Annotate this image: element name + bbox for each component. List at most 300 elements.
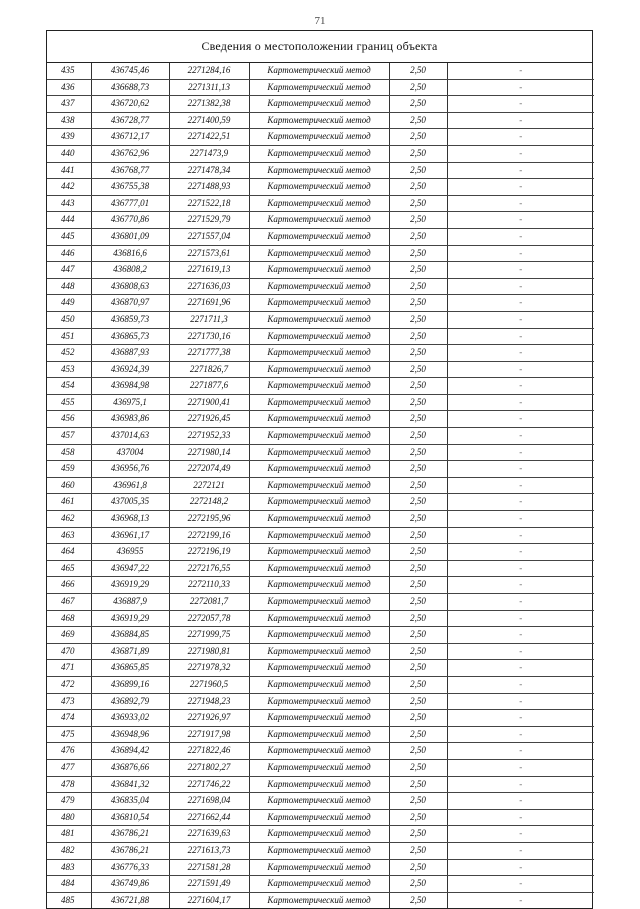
point-number-cell: 449 (47, 295, 91, 312)
table-row (47, 394, 594, 411)
method-cell: Картометрический метод (249, 876, 389, 893)
y-coordinate-cell: 2271980,14 (169, 444, 249, 461)
method-cell: Картометрический метод (249, 461, 389, 478)
note-cell: - (447, 328, 594, 345)
point-number-cell: 480 (47, 809, 91, 826)
method-cell: Картометрический метод (249, 560, 389, 577)
point-number-cell: 443 (47, 195, 91, 212)
y-coordinate-cell: 2271581,28 (169, 859, 249, 876)
point-number-cell: 474 (47, 710, 91, 727)
x-coordinate-cell: 436755,38 (91, 179, 169, 196)
y-coordinate-cell: 2271826,7 (169, 361, 249, 378)
method-cell: Картометрический метод (249, 726, 389, 743)
table-row (47, 693, 594, 710)
note-cell: - (447, 544, 594, 561)
point-number-cell: 454 (47, 378, 91, 395)
note-cell: - (447, 311, 594, 328)
method-cell: Картометрический метод (249, 627, 389, 644)
table-row (47, 527, 594, 544)
y-coordinate-cell: 2271777,38 (169, 345, 249, 362)
y-coordinate-cell: 2271926,97 (169, 710, 249, 727)
x-coordinate-cell: 436859,73 (91, 311, 169, 328)
table-row (47, 876, 594, 893)
x-coordinate-cell: 436841,32 (91, 776, 169, 793)
method-cell: Картометрический метод (249, 610, 389, 627)
y-coordinate-cell: 2272148,2 (169, 494, 249, 511)
table-row (47, 577, 594, 594)
note-cell: - (447, 809, 594, 826)
method-cell: Картометрический метод (249, 328, 389, 345)
y-coordinate-cell: 2271488,93 (169, 179, 249, 196)
x-coordinate-cell: 436948,96 (91, 726, 169, 743)
x-coordinate-cell: 436808,2 (91, 262, 169, 279)
note-cell: - (447, 826, 594, 843)
accuracy-cell: 2,50 (389, 892, 447, 908)
table-row (47, 660, 594, 677)
method-cell: Картометрический метод (249, 842, 389, 859)
accuracy-cell: 2,50 (389, 378, 447, 395)
y-coordinate-cell: 2272195,96 (169, 511, 249, 528)
method-cell: Картометрический метод (249, 793, 389, 810)
table-row (47, 129, 594, 146)
x-coordinate-cell: 436808,63 (91, 278, 169, 295)
point-number-cell: 482 (47, 842, 91, 859)
method-cell: Картометрический метод (249, 262, 389, 279)
point-number-cell: 451 (47, 328, 91, 345)
method-cell: Картометрический метод (249, 195, 389, 212)
method-cell: Картометрический метод (249, 776, 389, 793)
x-coordinate-cell: 437004 (91, 444, 169, 461)
table-row (47, 826, 594, 843)
x-coordinate-cell: 437014,63 (91, 428, 169, 445)
method-cell: Картометрический метод (249, 527, 389, 544)
point-number-cell: 459 (47, 461, 91, 478)
accuracy-cell: 2,50 (389, 560, 447, 577)
table-row (47, 378, 594, 395)
y-coordinate-cell: 2271311,13 (169, 79, 249, 96)
x-coordinate-cell: 436810,54 (91, 809, 169, 826)
point-number-cell: 441 (47, 162, 91, 179)
point-number-cell: 436 (47, 79, 91, 96)
note-cell: - (447, 759, 594, 776)
x-coordinate-cell: 436720,62 (91, 96, 169, 113)
x-coordinate-cell: 436919,29 (91, 577, 169, 594)
method-cell: Картометрический метод (249, 444, 389, 461)
y-coordinate-cell: 2271529,79 (169, 212, 249, 229)
accuracy-cell: 2,50 (389, 511, 447, 528)
method-cell: Картометрический метод (249, 743, 389, 760)
x-coordinate-cell: 436712,17 (91, 129, 169, 146)
table-row (47, 361, 594, 378)
accuracy-cell: 2,50 (389, 793, 447, 810)
table-row (47, 793, 594, 810)
y-coordinate-cell: 2271711,3 (169, 311, 249, 328)
accuracy-cell: 2,50 (389, 876, 447, 893)
accuracy-cell: 2,50 (389, 195, 447, 212)
table-row (47, 63, 594, 79)
point-number-cell: 452 (47, 345, 91, 362)
x-coordinate-cell: 436961,8 (91, 477, 169, 494)
point-number-cell: 461 (47, 494, 91, 511)
point-number-cell: 438 (47, 112, 91, 129)
y-coordinate-cell: 2271952,33 (169, 428, 249, 445)
x-coordinate-cell: 436728,77 (91, 112, 169, 129)
x-coordinate-cell: 436955 (91, 544, 169, 561)
note-cell: - (447, 162, 594, 179)
y-coordinate-cell: 2271980,81 (169, 643, 249, 660)
x-coordinate-cell: 436721,88 (91, 892, 169, 908)
method-cell: Картометрический метод (249, 809, 389, 826)
accuracy-cell: 2,50 (389, 394, 447, 411)
x-coordinate-cell: 436745,46 (91, 63, 169, 79)
point-number-cell: 456 (47, 411, 91, 428)
note-cell: - (447, 96, 594, 113)
note-cell: - (447, 228, 594, 245)
x-coordinate-cell: 436924,39 (91, 361, 169, 378)
accuracy-cell: 2,50 (389, 610, 447, 627)
method-cell: Картометрический метод (249, 676, 389, 693)
point-number-cell: 458 (47, 444, 91, 461)
y-coordinate-cell: 2271557,04 (169, 228, 249, 245)
table-row (47, 627, 594, 644)
method-cell: Картометрический метод (249, 345, 389, 362)
note-cell: - (447, 743, 594, 760)
table-row (47, 710, 594, 727)
note-cell: - (447, 145, 594, 162)
y-coordinate-cell: 2271478,34 (169, 162, 249, 179)
table-row (47, 145, 594, 162)
table-row (47, 676, 594, 693)
y-coordinate-cell: 2271926,45 (169, 411, 249, 428)
table-row (47, 842, 594, 859)
y-coordinate-cell: 2271746,22 (169, 776, 249, 793)
accuracy-cell: 2,50 (389, 643, 447, 660)
note-cell: - (447, 859, 594, 876)
note-cell: - (447, 79, 594, 96)
page-number: 71 (314, 15, 326, 27)
accuracy-cell: 2,50 (389, 245, 447, 262)
method-cell: Картометрический метод (249, 411, 389, 428)
y-coordinate-cell: 2271604,17 (169, 892, 249, 908)
y-coordinate-cell: 2271978,32 (169, 660, 249, 677)
point-number-cell: 468 (47, 610, 91, 627)
y-coordinate-cell: 2271900,41 (169, 394, 249, 411)
x-coordinate-cell: 436865,85 (91, 660, 169, 677)
method-cell: Картометрический метод (249, 145, 389, 162)
table-row (47, 411, 594, 428)
x-coordinate-cell: 436870,97 (91, 295, 169, 312)
table-row (47, 162, 594, 179)
method-cell: Картометрический метод (249, 660, 389, 677)
point-number-cell: 464 (47, 544, 91, 561)
note-cell: - (447, 361, 594, 378)
accuracy-cell: 2,50 (389, 179, 447, 196)
x-coordinate-cell: 436983,86 (91, 411, 169, 428)
accuracy-cell: 2,50 (389, 212, 447, 229)
y-coordinate-cell: 2271917,98 (169, 726, 249, 743)
y-coordinate-cell: 2272176,55 (169, 560, 249, 577)
accuracy-cell: 2,50 (389, 494, 447, 511)
y-coordinate-cell: 2271613,73 (169, 842, 249, 859)
point-number-cell: 478 (47, 776, 91, 793)
point-number-cell: 466 (47, 577, 91, 594)
accuracy-cell: 2,50 (389, 660, 447, 677)
point-number-cell: 455 (47, 394, 91, 411)
method-cell: Картометрический метод (249, 594, 389, 611)
point-number-cell: 460 (47, 477, 91, 494)
note-cell: - (447, 179, 594, 196)
x-coordinate-cell: 436835,04 (91, 793, 169, 810)
point-number-cell: 446 (47, 245, 91, 262)
x-coordinate-cell: 436871,89 (91, 643, 169, 660)
note-cell: - (447, 245, 594, 262)
accuracy-cell: 2,50 (389, 726, 447, 743)
table-row (47, 345, 594, 362)
y-coordinate-cell: 2271573,61 (169, 245, 249, 262)
method-cell: Картометрический метод (249, 477, 389, 494)
point-number-cell: 483 (47, 859, 91, 876)
y-coordinate-cell: 2271999,75 (169, 627, 249, 644)
method-cell: Картометрический метод (249, 710, 389, 727)
point-number-cell: 450 (47, 311, 91, 328)
accuracy-cell: 2,50 (389, 295, 447, 312)
x-coordinate-cell: 436968,13 (91, 511, 169, 528)
y-coordinate-cell: 2271639,63 (169, 826, 249, 843)
note-cell: - (447, 511, 594, 528)
note-cell: - (447, 63, 594, 79)
point-number-cell: 473 (47, 693, 91, 710)
x-coordinate-cell: 436762,96 (91, 145, 169, 162)
y-coordinate-cell: 2272081,7 (169, 594, 249, 611)
accuracy-cell: 2,50 (389, 710, 447, 727)
y-coordinate-cell: 2271960,5 (169, 676, 249, 693)
note-cell: - (447, 527, 594, 544)
y-coordinate-cell: 2272121 (169, 477, 249, 494)
point-number-cell: 472 (47, 676, 91, 693)
x-coordinate-cell: 436975,1 (91, 394, 169, 411)
y-coordinate-cell: 2271822,46 (169, 743, 249, 760)
accuracy-cell: 2,50 (389, 577, 447, 594)
table-row (47, 444, 594, 461)
y-coordinate-cell: 2272057,78 (169, 610, 249, 627)
point-number-cell: 457 (47, 428, 91, 445)
point-number-cell: 475 (47, 726, 91, 743)
point-number-cell: 485 (47, 892, 91, 908)
accuracy-cell: 2,50 (389, 527, 447, 544)
x-coordinate-cell: 436984,98 (91, 378, 169, 395)
accuracy-cell: 2,50 (389, 826, 447, 843)
point-number-cell: 462 (47, 511, 91, 528)
method-cell: Картометрический метод (249, 577, 389, 594)
note-cell: - (447, 643, 594, 660)
x-coordinate-cell: 436899,16 (91, 676, 169, 693)
y-coordinate-cell: 2272196,19 (169, 544, 249, 561)
y-coordinate-cell: 2271802,27 (169, 759, 249, 776)
table-row (47, 262, 594, 279)
note-cell: - (447, 594, 594, 611)
accuracy-cell: 2,50 (389, 743, 447, 760)
accuracy-cell: 2,50 (389, 477, 447, 494)
x-coordinate-cell: 437005,35 (91, 494, 169, 511)
accuracy-cell: 2,50 (389, 162, 447, 179)
table-row (47, 112, 594, 129)
y-coordinate-cell: 2271473,9 (169, 145, 249, 162)
x-coordinate-cell: 436876,66 (91, 759, 169, 776)
method-cell: Картометрический метод (249, 79, 389, 96)
note-cell: - (447, 444, 594, 461)
y-coordinate-cell: 2271730,16 (169, 328, 249, 345)
note-cell: - (447, 394, 594, 411)
point-number-cell: 440 (47, 145, 91, 162)
point-number-cell: 439 (47, 129, 91, 146)
method-cell: Картометрический метод (249, 129, 389, 146)
accuracy-cell: 2,50 (389, 79, 447, 96)
table-row (47, 79, 594, 96)
accuracy-cell: 2,50 (389, 676, 447, 693)
y-coordinate-cell: 2271591,49 (169, 876, 249, 893)
point-number-cell: 479 (47, 793, 91, 810)
note-cell: - (447, 278, 594, 295)
accuracy-cell: 2,50 (389, 278, 447, 295)
note-cell: - (447, 710, 594, 727)
table-row (47, 295, 594, 312)
accuracy-cell: 2,50 (389, 594, 447, 611)
point-number-cell: 471 (47, 660, 91, 677)
note-cell: - (447, 660, 594, 677)
method-cell: Картометрический метод (249, 361, 389, 378)
note-cell: - (447, 262, 594, 279)
y-coordinate-cell: 2272110,33 (169, 577, 249, 594)
y-coordinate-cell: 2271698,04 (169, 793, 249, 810)
note-cell: - (447, 842, 594, 859)
y-coordinate-cell: 2271662,44 (169, 809, 249, 826)
method-cell: Картометрический метод (249, 162, 389, 179)
accuracy-cell: 2,50 (389, 345, 447, 362)
method-cell: Картометрический метод (249, 63, 389, 79)
method-cell: Картометрический метод (249, 245, 389, 262)
note-cell: - (447, 560, 594, 577)
note-cell: - (447, 129, 594, 146)
accuracy-cell: 2,50 (389, 328, 447, 345)
note-cell: - (447, 428, 594, 445)
x-coordinate-cell: 436768,77 (91, 162, 169, 179)
x-coordinate-cell: 436887,9 (91, 594, 169, 611)
point-number-cell: 469 (47, 627, 91, 644)
table-row (47, 511, 594, 528)
x-coordinate-cell: 436919,29 (91, 610, 169, 627)
x-coordinate-cell: 436801,09 (91, 228, 169, 245)
table-row (47, 477, 594, 494)
accuracy-cell: 2,50 (389, 96, 447, 113)
table-row (47, 809, 594, 826)
y-coordinate-cell: 2271382,38 (169, 96, 249, 113)
x-coordinate-cell: 436887,93 (91, 345, 169, 362)
accuracy-cell: 2,50 (389, 129, 447, 146)
method-cell: Картометрический метод (249, 428, 389, 445)
method-cell: Картометрический метод (249, 96, 389, 113)
y-coordinate-cell: 2271636,03 (169, 278, 249, 295)
note-cell: - (447, 494, 594, 511)
accuracy-cell: 2,50 (389, 693, 447, 710)
point-number-cell: 445 (47, 228, 91, 245)
x-coordinate-cell: 436749,86 (91, 876, 169, 893)
table-row (47, 212, 594, 229)
x-coordinate-cell: 436776,33 (91, 859, 169, 876)
method-cell: Картометрический метод (249, 511, 389, 528)
x-coordinate-cell: 436892,79 (91, 693, 169, 710)
method-cell: Картометрический метод (249, 278, 389, 295)
point-number-cell: 444 (47, 212, 91, 229)
point-number-cell: 463 (47, 527, 91, 544)
y-coordinate-cell: 2272074,49 (169, 461, 249, 478)
method-cell: Картометрический метод (249, 378, 389, 395)
table-row (47, 311, 594, 328)
table-row (47, 560, 594, 577)
coordinates-table (47, 63, 594, 908)
accuracy-cell: 2,50 (389, 361, 447, 378)
accuracy-cell: 2,50 (389, 311, 447, 328)
table-row (47, 643, 594, 660)
note-cell: - (447, 627, 594, 644)
accuracy-cell: 2,50 (389, 112, 447, 129)
method-cell: Картометрический метод (249, 859, 389, 876)
x-coordinate-cell: 436947,22 (91, 560, 169, 577)
accuracy-cell: 2,50 (389, 428, 447, 445)
method-cell: Картометрический метод (249, 311, 389, 328)
y-coordinate-cell: 2271948,23 (169, 693, 249, 710)
method-cell: Картометрический метод (249, 212, 389, 229)
note-cell: - (447, 212, 594, 229)
table-row (47, 245, 594, 262)
method-cell: Картометрический метод (249, 892, 389, 908)
note-cell: - (447, 726, 594, 743)
x-coordinate-cell: 436865,73 (91, 328, 169, 345)
table-row (47, 96, 594, 113)
point-number-cell: 476 (47, 743, 91, 760)
point-number-cell: 481 (47, 826, 91, 843)
note-cell: - (447, 693, 594, 710)
table-row (47, 195, 594, 212)
point-number-cell: 453 (47, 361, 91, 378)
method-cell: Картометрический метод (249, 179, 389, 196)
note-cell: - (447, 461, 594, 478)
x-coordinate-cell: 436894,42 (91, 743, 169, 760)
note-cell: - (447, 477, 594, 494)
accuracy-cell: 2,50 (389, 842, 447, 859)
accuracy-cell: 2,50 (389, 776, 447, 793)
point-number-cell: 447 (47, 262, 91, 279)
note-cell: - (447, 676, 594, 693)
point-number-cell: 448 (47, 278, 91, 295)
y-coordinate-cell: 2271691,96 (169, 295, 249, 312)
table-row (47, 494, 594, 511)
x-coordinate-cell: 436816,6 (91, 245, 169, 262)
method-cell: Картометрический метод (249, 544, 389, 561)
point-number-cell: 484 (47, 876, 91, 893)
x-coordinate-cell: 436884,85 (91, 627, 169, 644)
table-row (47, 428, 594, 445)
accuracy-cell: 2,50 (389, 809, 447, 826)
point-number-cell: 437 (47, 96, 91, 113)
accuracy-cell: 2,50 (389, 759, 447, 776)
accuracy-cell: 2,50 (389, 411, 447, 428)
method-cell: Картометрический метод (249, 228, 389, 245)
table-title: Сведения о местоположении границ объекта (47, 31, 592, 63)
note-cell: - (447, 577, 594, 594)
table-row (47, 776, 594, 793)
point-number-cell: 435 (47, 63, 91, 79)
accuracy-cell: 2,50 (389, 145, 447, 162)
